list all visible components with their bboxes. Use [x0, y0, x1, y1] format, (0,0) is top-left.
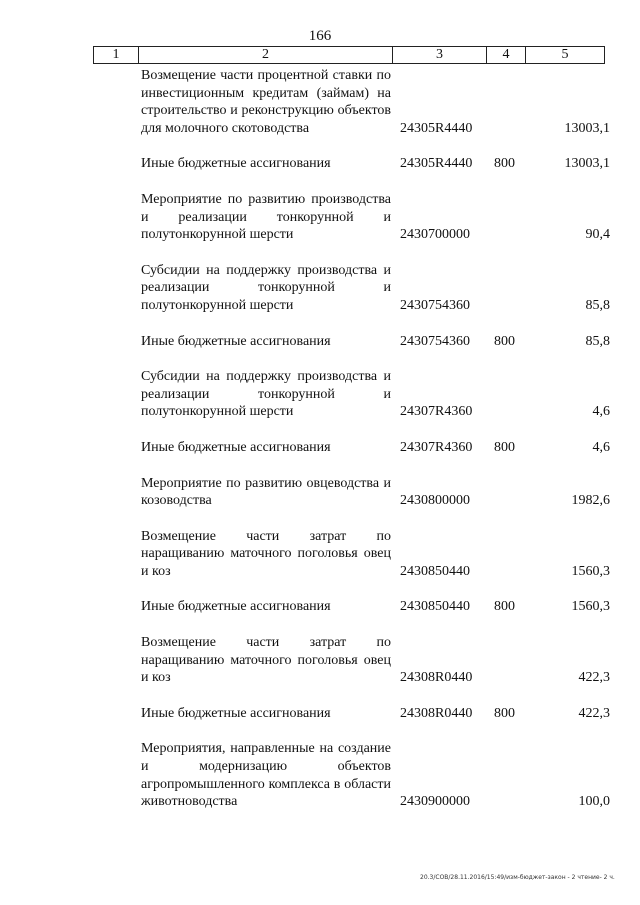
row-code: 24305R4440	[400, 120, 473, 136]
table-row	[0, 67, 640, 137]
row-type: 800	[494, 705, 515, 721]
budget-rows	[0, 67, 640, 829]
row-type: 800	[494, 599, 515, 615]
row-amount: 85,8	[585, 333, 610, 349]
column-header-row	[94, 47, 605, 64]
row-code: 2430754360	[400, 333, 470, 349]
row-type: 800	[494, 156, 515, 172]
table-row	[0, 528, 640, 581]
row-code: 24308R0440	[400, 670, 473, 686]
row-amount: 85,8	[585, 297, 610, 313]
row-code: 24307R4360	[400, 404, 473, 420]
column-header-1: 1	[94, 47, 139, 64]
row-code: 24305R4440	[400, 156, 473, 172]
row-amount: 13003,1	[564, 156, 610, 172]
row-name: Субсидии на поддержку производства и реализации тонкорунной и полутонкорунной шерсти	[141, 262, 391, 313]
row-amount: 4,6	[592, 439, 610, 455]
footer-stamp: 20.3/СОВ/28.11.2016/15:49/изм-бюджет-закон - 2 чтение- 2 ч.	[420, 874, 615, 881]
row-name: Иные бюджетные ассигнования	[141, 333, 331, 349]
table-row	[0, 475, 640, 510]
column-header-4: 4	[487, 47, 526, 64]
row-name: Возмещение части процентной ставки по инвестиционным кредитам (займам) на строительство и реконструкцию объектов для молочного скотоводства	[141, 68, 391, 136]
row-amount: 1560,3	[571, 563, 610, 579]
row-code: 24308R0440	[400, 705, 473, 721]
row-name: Иные бюджетные ассигнования	[141, 156, 331, 172]
row-code: 24307R4360	[400, 439, 473, 455]
row-name: Мероприятие по развитию овцеводства и козоводства	[141, 475, 391, 509]
row-name: Субсидии на поддержку производства и реализации тонкорунной и полутонкорунной шерсти	[141, 369, 391, 420]
table-row	[0, 191, 640, 244]
column-header-3: 3	[393, 47, 487, 64]
row-amount: 4,6	[592, 404, 610, 420]
row-code: 2430850440	[400, 599, 470, 615]
table-row	[0, 705, 640, 723]
row-name: Иные бюджетные ассигнования	[141, 439, 331, 455]
row-amount: 1560,3	[571, 599, 610, 615]
row-code: 2430754360	[400, 297, 470, 313]
column-header-5: 5	[526, 47, 605, 64]
row-amount: 90,4	[585, 227, 610, 243]
row-name: Возмещение части затрат по наращиванию маточного поголовья овец и коз	[141, 528, 391, 579]
row-amount: 100,0	[578, 794, 610, 810]
table-row	[0, 155, 640, 173]
row-code: 2430700000	[400, 227, 470, 243]
column-header-table	[93, 46, 605, 64]
column-header-2: 2	[139, 47, 393, 64]
row-name: Иные бюджетные ассигнования	[141, 705, 331, 721]
row-name: Мероприятия, направленные на создание и модернизацию объектов агропромышленного комплекса в области животноводства	[141, 741, 391, 810]
table-row	[0, 262, 640, 315]
page-number: 166	[308, 28, 332, 44]
row-code: 2430800000	[400, 493, 470, 509]
row-name: Возмещение части затрат по наращиванию маточного поголовья овец и коз	[141, 635, 391, 686]
row-amount: 422,3	[578, 705, 610, 721]
row-amount: 1982,6	[571, 493, 610, 509]
row-amount: 422,3	[578, 670, 610, 686]
row-type: 800	[494, 333, 515, 349]
table-row	[0, 598, 640, 616]
table-row	[0, 333, 640, 351]
row-code: 2430900000	[400, 794, 470, 810]
row-amount: 13003,1	[564, 120, 610, 136]
row-code: 2430850440	[400, 563, 470, 579]
row-name: Мероприятие по развитию производства и реализации тонкорунной и полутонкорунной шерсти	[141, 191, 391, 243]
table-row	[0, 740, 640, 810]
row-type: 800	[494, 439, 515, 455]
table-row	[0, 368, 640, 421]
table-row	[0, 634, 640, 687]
table-row	[0, 439, 640, 457]
row-name: Иные бюджетные ассигнования	[141, 599, 331, 615]
